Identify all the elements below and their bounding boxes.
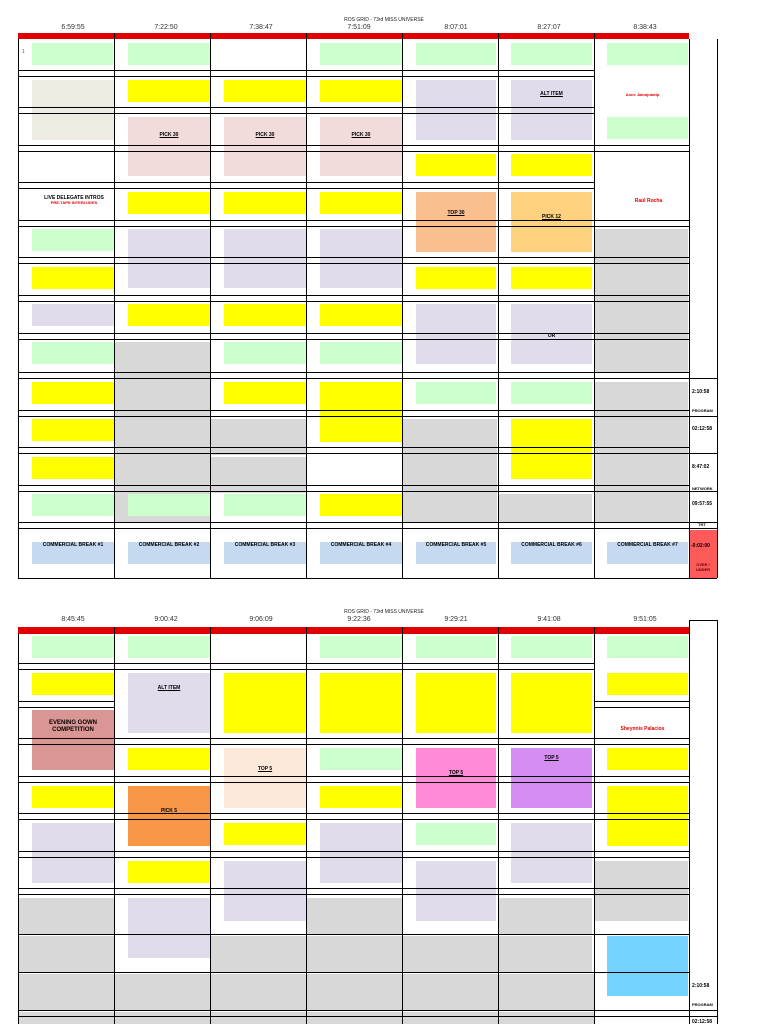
grid-line [18, 151, 689, 152]
cell [128, 494, 210, 516]
cell [607, 786, 688, 846]
grid-line [18, 447, 689, 448]
cell [320, 342, 402, 364]
program-label: PROGRAM [692, 1002, 713, 1007]
program-time-2: 02:12:58 [692, 426, 713, 432]
grid2-header-bar [18, 627, 689, 634]
cell [19, 1012, 595, 1024]
grid-line [18, 819, 689, 820]
grid-line [18, 888, 689, 889]
grid-line [18, 76, 594, 77]
alt-item-label: ALT ITEM [157, 685, 181, 691]
over-under-time: -0:02:00 [691, 543, 710, 549]
cell [32, 229, 114, 251]
cell [19, 898, 114, 934]
grid-line [18, 485, 689, 486]
cell [320, 748, 402, 770]
commercial-break-label: COMMERCIAL BREAK #2 [138, 542, 200, 548]
grid-line [18, 663, 594, 664]
grid2-title: ROS GRID - 73rd MISS UNIVERSE [344, 609, 424, 615]
grid-line [18, 972, 689, 973]
cell [32, 786, 114, 808]
grid-line [18, 669, 594, 670]
grid1-col7-time: 8:38:43 [633, 24, 657, 31]
top30-label: TOP 30 [447, 210, 465, 216]
cell [595, 861, 688, 921]
cell [211, 419, 307, 455]
commercial-break-label: COMMERCIAL BREAK #3 [234, 542, 296, 548]
cell [511, 636, 592, 658]
grid-line [717, 620, 718, 1024]
grid1-col4-time: 7:51:09 [347, 24, 371, 31]
pick5-label: PICK 5 [160, 808, 178, 814]
cell [607, 673, 688, 695]
cell [511, 80, 592, 140]
grid1-col2-time: 7:22:50 [154, 24, 178, 31]
commercial-break-label: COMMERCIAL BREAK #4 [330, 542, 392, 548]
grid-line [114, 33, 115, 578]
grid-line [18, 894, 689, 895]
cell [320, 80, 402, 102]
cell [607, 748, 688, 770]
cell [224, 342, 306, 364]
commercial-break-label: COMMERCIAL BREAK #6 [521, 542, 582, 548]
alt-item-label: ALT ITEM [540, 91, 563, 97]
grid2-col5-time: 9:29:21 [444, 616, 468, 623]
cell [416, 267, 496, 289]
live-delegate-intros-label: LIVE DELEGATE INTROS [44, 195, 104, 201]
host-label: Raúl Rocha [634, 198, 663, 204]
cell [19, 974, 595, 1010]
cell [499, 936, 592, 972]
cell [416, 382, 496, 404]
cell [128, 117, 210, 176]
cell [128, 898, 210, 958]
program-time-2: 02:12:58 [692, 1019, 713, 1025]
grid-line [18, 522, 717, 523]
grid-line [18, 372, 689, 373]
cell [416, 80, 496, 140]
cell [320, 786, 402, 808]
cell [224, 673, 306, 733]
cell [416, 304, 496, 364]
cell [320, 823, 402, 883]
cell [32, 267, 114, 289]
cell [224, 117, 306, 176]
grid-line [18, 416, 717, 417]
cell [224, 861, 306, 921]
grid-line [18, 257, 689, 258]
cell [128, 786, 210, 846]
cell [416, 673, 496, 733]
grid-line [18, 453, 717, 454]
grid1-col6-time: 8:27:07 [537, 24, 561, 31]
cell [128, 748, 210, 770]
cell [320, 192, 402, 214]
pick30-label: PICK 30 [351, 132, 371, 138]
grid2-col1-time: 8:45:45 [61, 616, 85, 623]
grid2-col2-time: 9:00:42 [154, 616, 178, 623]
cell [32, 382, 114, 404]
grid-line [18, 934, 689, 935]
pretape-interludes-label: PRE-TAPE INTERLUDES [50, 200, 98, 205]
cell [224, 304, 306, 326]
cell [211, 457, 307, 493]
cell [224, 382, 306, 404]
top5-label: TOP 5 [448, 770, 464, 776]
grid2-col4-time: 9:22:36 [347, 616, 371, 623]
grid-line [114, 627, 115, 1024]
cell [32, 457, 114, 479]
cell [416, 154, 496, 176]
grid-line [689, 620, 717, 621]
grid2-col6-time: 9:41:08 [537, 616, 561, 623]
grid-line [18, 378, 717, 379]
grid-line [18, 1016, 717, 1017]
grid-line [18, 70, 594, 71]
cell [320, 304, 402, 326]
grid-line [210, 627, 211, 1024]
cell [607, 117, 688, 139]
grid-line [498, 627, 499, 1024]
cell [32, 419, 114, 441]
network-time: 8:47:02 [692, 464, 710, 470]
grid1-col1-time: 6:59:55 [61, 24, 85, 31]
over-under-label: OVER / UNDER [695, 562, 711, 572]
grid-line [18, 782, 689, 783]
cell [416, 43, 496, 65]
grid-line [18, 813, 689, 814]
top5-label: TOP 5 [544, 755, 559, 761]
pick30-label: PICK 30 [159, 132, 179, 138]
cell [607, 636, 688, 658]
grid-line [594, 627, 595, 1024]
cell [224, 192, 306, 214]
cell [416, 861, 496, 921]
grid-line [18, 857, 689, 858]
grid-line [594, 701, 689, 702]
grid-line [306, 627, 307, 1024]
grid-line [18, 226, 689, 227]
program-time: 2:10:58 [692, 389, 710, 395]
cell [416, 192, 496, 252]
cell [511, 154, 592, 176]
grid-line [18, 220, 689, 221]
cell [224, 823, 306, 845]
grid-line [498, 33, 499, 578]
grid-line [18, 578, 717, 579]
grid1-title: ROS GRID - 73rd MISS UNIVERSE [344, 17, 424, 23]
grid-line [18, 113, 594, 114]
grid-line [594, 33, 595, 578]
host-label: Anne Jakrajutatip [625, 92, 660, 97]
row-number: 1 [22, 49, 25, 55]
commercial-break-label: COMMERCIAL BREAK #7 [617, 542, 678, 548]
cell [128, 636, 210, 658]
cell [511, 43, 592, 65]
cell [403, 936, 499, 972]
cell [511, 382, 592, 404]
grid-line [18, 491, 717, 492]
cell [224, 748, 306, 808]
trt-time: 09:57:55 [692, 501, 713, 507]
cell [32, 80, 114, 140]
cell [128, 304, 210, 326]
grid-line [18, 339, 689, 340]
grid-line [689, 620, 690, 1024]
grid-line [18, 776, 689, 777]
cell [32, 43, 113, 65]
grid-line [18, 39, 19, 578]
top5-label: TOP 5 [257, 766, 273, 772]
host-label: Sheynnis Palacios [620, 726, 665, 732]
grid-line [18, 410, 689, 411]
cell [307, 898, 403, 934]
grid-line [18, 263, 689, 264]
grid-line [18, 1010, 717, 1011]
grid-line [18, 851, 689, 852]
cell [128, 229, 210, 288]
grid-line [18, 701, 114, 702]
cell [416, 748, 496, 808]
cell [32, 673, 114, 695]
commercial-break-label: COMMERCIAL BREAK #1 [42, 542, 104, 548]
grid2-col3-time: 9:06:09 [249, 616, 273, 623]
cell [128, 192, 210, 214]
cell [416, 823, 496, 845]
cell [320, 229, 402, 288]
grid-line [18, 301, 689, 302]
cell [19, 936, 114, 972]
cell [511, 419, 592, 479]
cell [128, 80, 210, 102]
grid-line [210, 33, 211, 578]
grid-line [18, 738, 689, 739]
grid-line [18, 528, 717, 529]
cell [307, 936, 403, 972]
grid-line [18, 634, 19, 1024]
cell [403, 419, 497, 522]
cell [595, 382, 688, 522]
grid1-col3-time: 7:38:47 [249, 24, 273, 31]
cell [128, 43, 210, 65]
cell [499, 898, 592, 934]
cell [607, 936, 688, 996]
cell [211, 936, 307, 972]
cell [320, 117, 402, 176]
cell [224, 80, 306, 102]
cell [511, 267, 592, 289]
grid-line [717, 39, 718, 578]
grid-line [18, 707, 114, 708]
cell [224, 229, 306, 288]
pick30-label: PICK 30 [255, 132, 275, 138]
cell [499, 494, 592, 522]
or-label: OR [547, 333, 556, 339]
grid-line [306, 33, 307, 578]
pick12-label: PICK 12 [542, 214, 561, 220]
grid-line [689, 39, 690, 578]
grid-line [18, 295, 689, 296]
trt-label: TRT [698, 522, 706, 527]
program-time: 2:10:58 [692, 983, 710, 989]
grid-line [594, 707, 689, 708]
commercial-break-label: COMMERCIAL BREAK #5 [425, 542, 487, 548]
cell [128, 861, 210, 883]
cell [416, 636, 496, 658]
cell [32, 636, 114, 658]
cell [320, 673, 402, 733]
network-label: NETWORK [692, 486, 713, 491]
grid-line [402, 627, 403, 1024]
grid-line [18, 182, 594, 183]
cell [511, 192, 592, 252]
cell [607, 43, 688, 65]
cell [32, 342, 114, 364]
cell [32, 710, 114, 770]
grid2-col7-time: 9:51:05 [633, 616, 657, 623]
cell [320, 636, 402, 658]
cell [32, 304, 114, 326]
grid1-header-bar [18, 33, 689, 39]
cell [128, 673, 210, 733]
program-label: PROGRAM [692, 408, 713, 413]
grid-line [18, 145, 689, 146]
cell [320, 43, 402, 65]
grid-line [18, 188, 594, 189]
grid1-col5-time: 8:07:01 [444, 24, 468, 31]
cell [224, 494, 306, 516]
cell [32, 494, 114, 516]
cell [320, 382, 402, 442]
grid-line [402, 33, 403, 578]
cell [320, 494, 402, 516]
grid-line [18, 107, 594, 108]
cell [511, 673, 592, 733]
cell [32, 823, 114, 883]
evening-gown-label: EVENING GOWN COMPETITION [48, 720, 97, 734]
cell [511, 823, 592, 883]
grid-line [18, 744, 689, 745]
